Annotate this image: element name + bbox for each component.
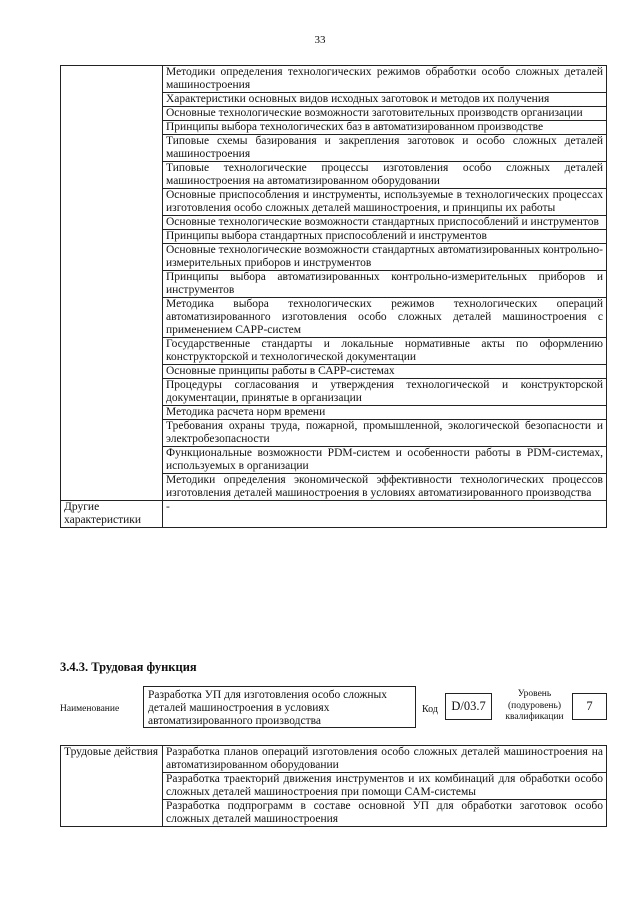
qualification-level: 7 [572,693,607,720]
knowledge-item: Принципы выбора стандартных приспособлений и инструментов [163,230,607,244]
knowledge-item: Типовые схемы базирования и закрепления заготовок и особо сложных деталей машиностроения [163,135,607,162]
knowledge-item: Требования охраны труда, пожарной, промышленной, экологической безопасности и электробезопасности [163,420,607,447]
table-row [61,66,607,93]
labor-action-item: Разработка траекторий движения инструментов и их комбинаций для обработки особо сложных деталей машиностроения при помощи CAM-системы [163,773,607,800]
knowledge-item: Основные технологические возможности стандартных автоматизированных контрольно-измерительных приборов и инструментов [163,244,607,271]
knowledge-item: Основные технологические возможности заготовительных производств организации [163,107,607,121]
knowledge-item: Функциональные возможности PDM-систем и особенности работы в PDM-системах, используемых в организации [163,447,607,474]
function-header [60,684,607,732]
actions-label: Трудовые действия [61,746,163,827]
function-name: Разработка УП для изготовления особо сложных деталей машиностроения в условиях автоматизированного производства [143,686,416,728]
knowledge-label-cell [61,66,163,501]
knowledge-item: Государственные стандарты и локальные нормативные акты по оформлению конструкторской и технологической документации [163,338,607,365]
knowledge-item: Методики определения технологических режимов обработки особо сложных деталей машиностроения [163,66,607,93]
knowledge-item: Типовые технологические процессы изготовления особо сложных деталей машиностроения на автоматизированном оборудовании [163,162,607,189]
knowledge-item: Процедуры согласования и утверждения технологической и конструкторской документации, принятые в организации [163,379,607,406]
section-title: 3.4.3. Трудовая функция [60,660,197,674]
other-characteristics-value: - [163,501,607,528]
function-code: D/03.7 [445,693,492,720]
table-row [61,746,607,773]
knowledge-item: Основные принципы работы в САPP-системах [163,365,607,379]
code-label: Код [422,704,438,715]
other-characteristics-label: Другие характеристики [61,501,163,528]
knowledge-item: Основные приспособления и инструменты, используемые в технологических процессах изготовления особо сложных деталей машиностроения, и принципы их работы [163,189,607,216]
actions-table [60,745,607,827]
table-row [61,501,607,528]
knowledge-item: Методики определения экономической эффективности технологических процессов изготовления деталей машиностроения в условиях автоматизированного производства [163,474,607,501]
labor-action-item: Разработка подпрограмм в составе основной УП для обработки заготовок особо сложных деталей машиностроения [163,800,607,827]
page-number: 33 [314,34,326,46]
knowledge-table [60,65,607,528]
knowledge-item: Принципы выбора технологических баз в автоматизированном производстве [163,121,607,135]
knowledge-item: Принципы выбора автоматизированных контрольно-измерительных приборов и инструментов [163,271,607,298]
level-label: Уровень (подуровень) квалификации [505,689,564,722]
knowledge-item: Характеристики основных видов исходных заготовок и методов их получения [163,93,607,107]
knowledge-item: Основные технологические возможности стандартных приспособлений и инструментов [163,216,607,230]
knowledge-item: Методика выбора технологических режимов технологических операций автоматизированного изготовления особо сложных деталей машиностроения с применением САPP-систем [163,298,607,338]
labor-action-item: Разработка планов операций изготовления особо сложных деталей машиностроения на автоматизированном оборудовании [163,746,607,773]
knowledge-item: Методика расчета норм времени [163,406,607,420]
name-label: Наименование [60,704,120,714]
